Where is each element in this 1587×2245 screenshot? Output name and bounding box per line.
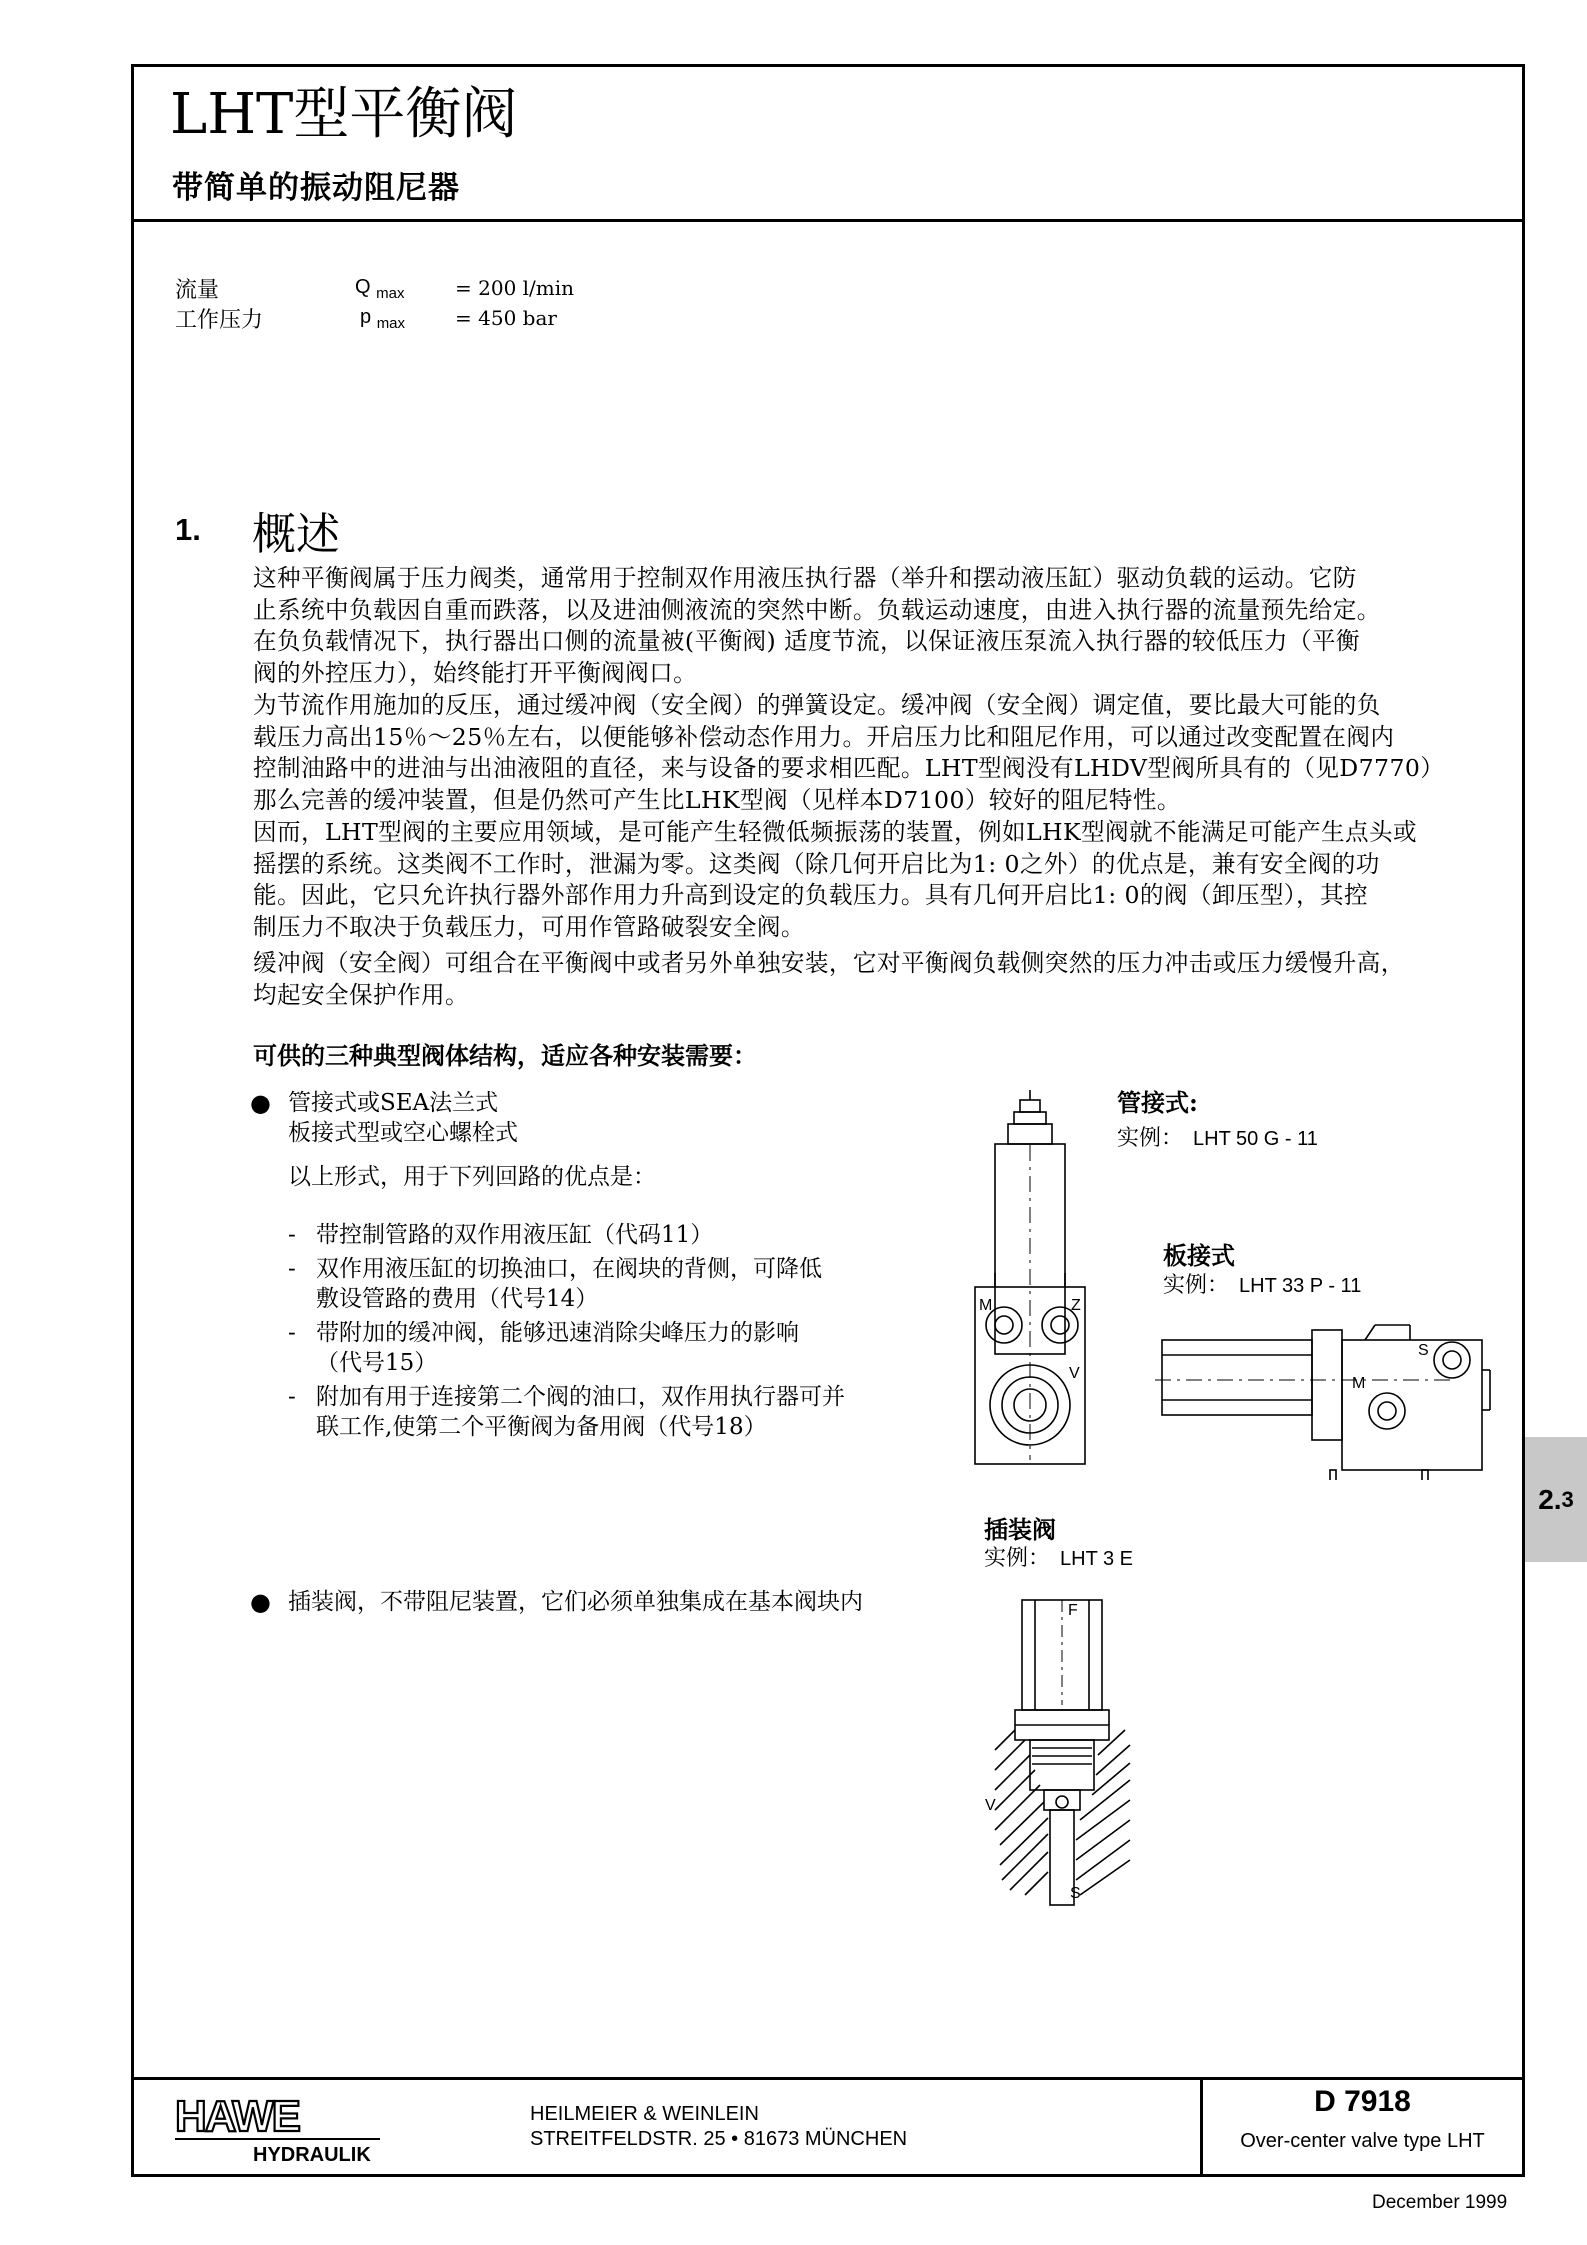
spec-symbol-pressure: p $_{max}$ <box>360 306 406 332</box>
paragraph-4: 缓冲阀（安全阀）可组合在平衡阀中或者另外单独安装，它对平衡阀负载侧突然的压力冲击或压力缓慢升高， 均起安全保护作用。 <box>253 949 1405 1009</box>
title-separator <box>131 219 1525 222</box>
paragraph-3: 因而，LHT型阀的主要应用领域，是可能产生轻微低频振荡的装置，例如LHK型阀就不能满足可能产生点头或 摇摆的系统。这类阀不工作时，泄漏为零。这类阀（除几何开启比为1: 0之外）的优点是，兼有安全阀的功 能。因此，它只允许执行器外部作用力升高到设定的负载压力。具有几何开启比1: 0的阀（卸压型），其控 制压力不取决于负载压力，可用作管路破裂安全阀。 <box>253 818 1417 941</box>
spec-label-pressure: 工作压力 <box>175 308 264 333</box>
pipe-valve-drawing <box>970 1085 1110 1470</box>
document-description: Over-center valve type LHT <box>1240 2130 1485 2152</box>
spec-value-flow: = 200 l/min <box>455 276 575 300</box>
types-heading: 可供的三种典型阀体结构，适应各种安装需要： <box>253 1041 757 1070</box>
footer-separator <box>131 2077 1525 2080</box>
paragraph-2: 为节流作用施加的反压，通过缓冲阀（安全阀）的弹簧设定。缓冲阀（安全阀）调定值，要比最大可能的负 载压力高出15％～25％左右，以便能够补偿动态作用力。开启压力比和阻尼作用，可以通过改变配置在阀内 控制油路中的进油与出油液阻的直径，来与设备的要求相匹配。LHT型阀没有LHDV型阀所具有的（见D7770） 那么完善的缓冲装置，但是仍然可产生比LHK型阀（见样本D7100）较好的阻尼特性。 <box>253 691 1445 814</box>
list-item: - 双作用液压缸的切换油口，在阀块的背侧，可降低 敷设管路的费用（代号14） <box>288 1256 822 1312</box>
port-label: M <box>979 1297 993 1314</box>
bullet-2-text: 插装阀，不带阻尼装置，它们必须单独集成在基本阀块内 <box>288 1589 863 1615</box>
hawe-logo <box>175 2093 385 2168</box>
port-label: S <box>1418 1342 1429 1359</box>
pipe-figure-example: 实例： LHT 50 G - 11 <box>1117 1126 1318 1151</box>
port-label: S <box>1070 1885 1081 1902</box>
bullet-1-line-2: 板接式型或空心螺栓式 <box>288 1120 518 1146</box>
port-label: V <box>1069 1365 1080 1382</box>
cartridge-valve-drawing <box>980 1580 1150 1910</box>
list-item: - 带控制管路的双作用液压缸（代码11） <box>288 1222 714 1248</box>
company-name: HEILMEIER & WEINLEIN <box>530 2103 759 2125</box>
bullet-dot: ● <box>250 1588 271 1616</box>
document-number: D 7918 <box>1314 2085 1411 2118</box>
svg-text:HYDRAULIK: HYDRAULIK <box>253 2144 371 2166</box>
section-number: 1. <box>175 512 201 547</box>
document-date: December 1999 <box>1372 2192 1508 2213</box>
plate-figure-heading: 板接式 <box>1163 1241 1235 1270</box>
port-label: Z <box>1071 1297 1081 1314</box>
spec-value-pressure: = 450 bar <box>455 306 557 330</box>
paragraph-1: 这种平衡阀属于压力阀类，通常用于控制双作用液压执行器（举升和摆动液压缸）驱动负载的运动。它防 止系统中负载因自重而跌落，以及进油侧液流的突然中断。负载运动速度，由进入执行器的流量预先给定。 在负负载情况下，执行器出口侧的流量被(平衡阀) 适度节流，以保证液压泵流入执行器的较低压力（平衡 阀的外控压力），始终能打开平衡阀阀口。 <box>253 564 1381 687</box>
page-title: LHT型平衡阀 <box>170 82 518 147</box>
section-tab: 2. 3 <box>1525 1437 1587 1562</box>
spec-label-flow: 流量 <box>175 278 220 303</box>
list-item: - 带附加的缓冲阀，能够迅速消除尖峰压力的影响 （代号15） <box>288 1320 799 1376</box>
bullet-dot: ● <box>250 1089 271 1117</box>
page-subtitle: 带简单的振动阻尼器 <box>172 170 460 206</box>
cartridge-figure-example: 实例： LHT 3 E <box>984 1546 1134 1571</box>
plate-valve-drawing <box>1150 1310 1510 1480</box>
company-address: STREITFELDSTR. 25 • 81673 MÜNCHEN <box>530 2128 908 2150</box>
cartridge-figure-heading: 插装阀 <box>984 1515 1056 1544</box>
section-title: 概述 <box>252 509 340 560</box>
advantages-list <box>288 1220 976 1446</box>
port-label: M <box>1352 1375 1366 1392</box>
pipe-figure-heading: 管接式: <box>1117 1088 1198 1117</box>
port-label: V <box>985 1797 996 1814</box>
svg-text:HAWE: HAWE <box>175 2093 299 2141</box>
spec-symbol-flow: Q $_{max}$ <box>355 276 405 302</box>
list-item: - 附加有用于连接第二个阀的油口，双作用执行器可并 联工作,使第二个平衡阀为备用阀（代号18） <box>288 1384 845 1440</box>
bullet-1-line-3: 以上形式，用于下列回路的优点是： <box>288 1164 656 1190</box>
port-label: F <box>1068 1602 1078 1619</box>
plate-figure-example: 实例： LHT 33 P - 11 <box>1163 1273 1362 1298</box>
bullet-1-line-1: 管接式或SEA法兰式 <box>288 1090 499 1116</box>
